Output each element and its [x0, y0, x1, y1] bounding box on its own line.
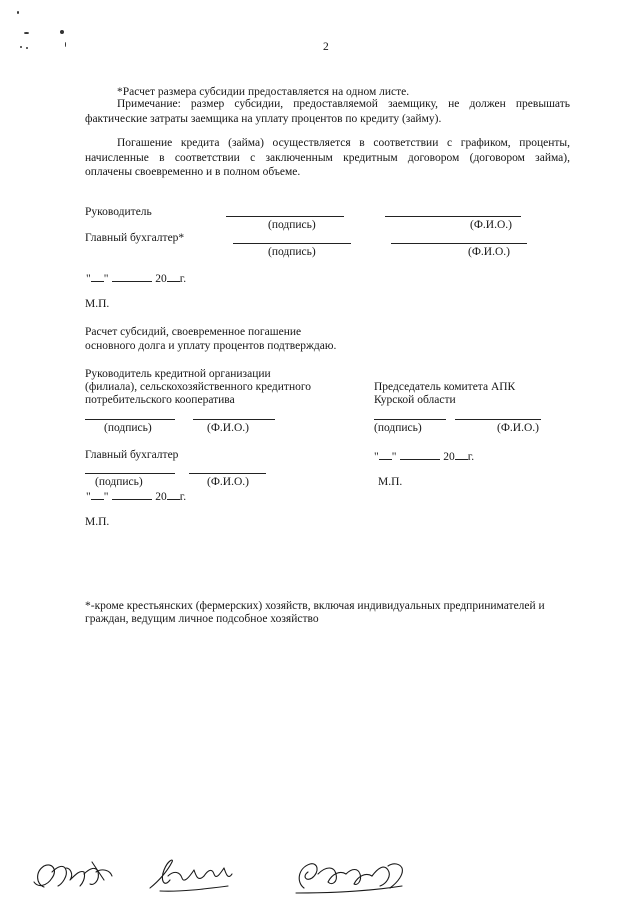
note-remark-line2: фактические затраты заемщика на уплату процентов по кредиту (займу). — [85, 112, 442, 125]
committee-line1: Председатель комитета АПК — [374, 381, 516, 393]
footnote-line2: граждан, ведущим личное подсобное хозяйство — [85, 613, 319, 625]
head-name-caption: (Ф.И.О.) — [470, 219, 512, 231]
credit-org-head-line3: потребительского кооператива — [85, 394, 235, 406]
credit-org-head-line2: (филиала), сельскохозяйственного кредитного — [85, 381, 312, 393]
page-number: 2 — [323, 41, 329, 53]
footnote-line1: *-кроме крестьянских (фермерских) хозяйств, включая индивидуальных предпринимателей и — [85, 600, 545, 612]
accountant-name-caption: (Ф.И.О.) — [468, 246, 510, 258]
committee-signature-caption: (подпись) — [374, 422, 422, 434]
chief-accountant-label: Главный бухгалтер* — [85, 232, 185, 244]
accountant-signature-caption: (подпись) — [268, 246, 316, 258]
committee-stamp: М.П. — [378, 476, 403, 488]
borrower-stamp: М.П. — [85, 298, 110, 310]
committee-line2: Курской области — [374, 394, 456, 406]
repayment-line2: начисленные в соответствии с заключенным кредитным договором (договором займа), — [85, 151, 570, 164]
credit-org-date: " " 20 г. — [86, 491, 187, 503]
credit-org-stamp: М.П. — [85, 516, 110, 528]
repayment-line1: Погашение кредита (займа) осуществляется в соответствии с графиком, проценты, — [117, 137, 570, 149]
note-calc: *Расчет размера субсидии предоставляется на одном листе. — [117, 86, 410, 98]
head-signature-caption: (подпись) — [268, 219, 316, 231]
credit-org-name-caption: (Ф.И.О.) — [207, 422, 249, 434]
repayment-line3: оплачены своевременно и в полном объеме. — [85, 166, 301, 178]
credit-org-signature-caption: (подпись) — [104, 422, 152, 434]
credit-org-head-line1: Руководитель кредитной организации — [85, 368, 271, 380]
confirmation-line2: основного долга и уплату процентов подтверждаю. — [85, 340, 337, 352]
note-remark-line1: Примечание: размер субсидии, предоставляемой заемщику, не должен превышать — [117, 98, 570, 110]
head-label: Руководитель — [85, 206, 152, 218]
credit-org-accountant-name-caption: (Ф.И.О.) — [207, 476, 249, 488]
committee-date: " " 20 г. — [374, 451, 475, 463]
confirmation-line1: Расчет субсидий, своевременное погашение — [85, 326, 302, 338]
committee-name-caption: (Ф.И.О.) — [497, 422, 539, 434]
credit-org-accountant-signature-caption: (подпись) — [95, 476, 143, 488]
borrower-date: " " 20 г. — [86, 273, 187, 285]
credit-org-accountant-label: Главный бухгалтер — [85, 449, 179, 461]
